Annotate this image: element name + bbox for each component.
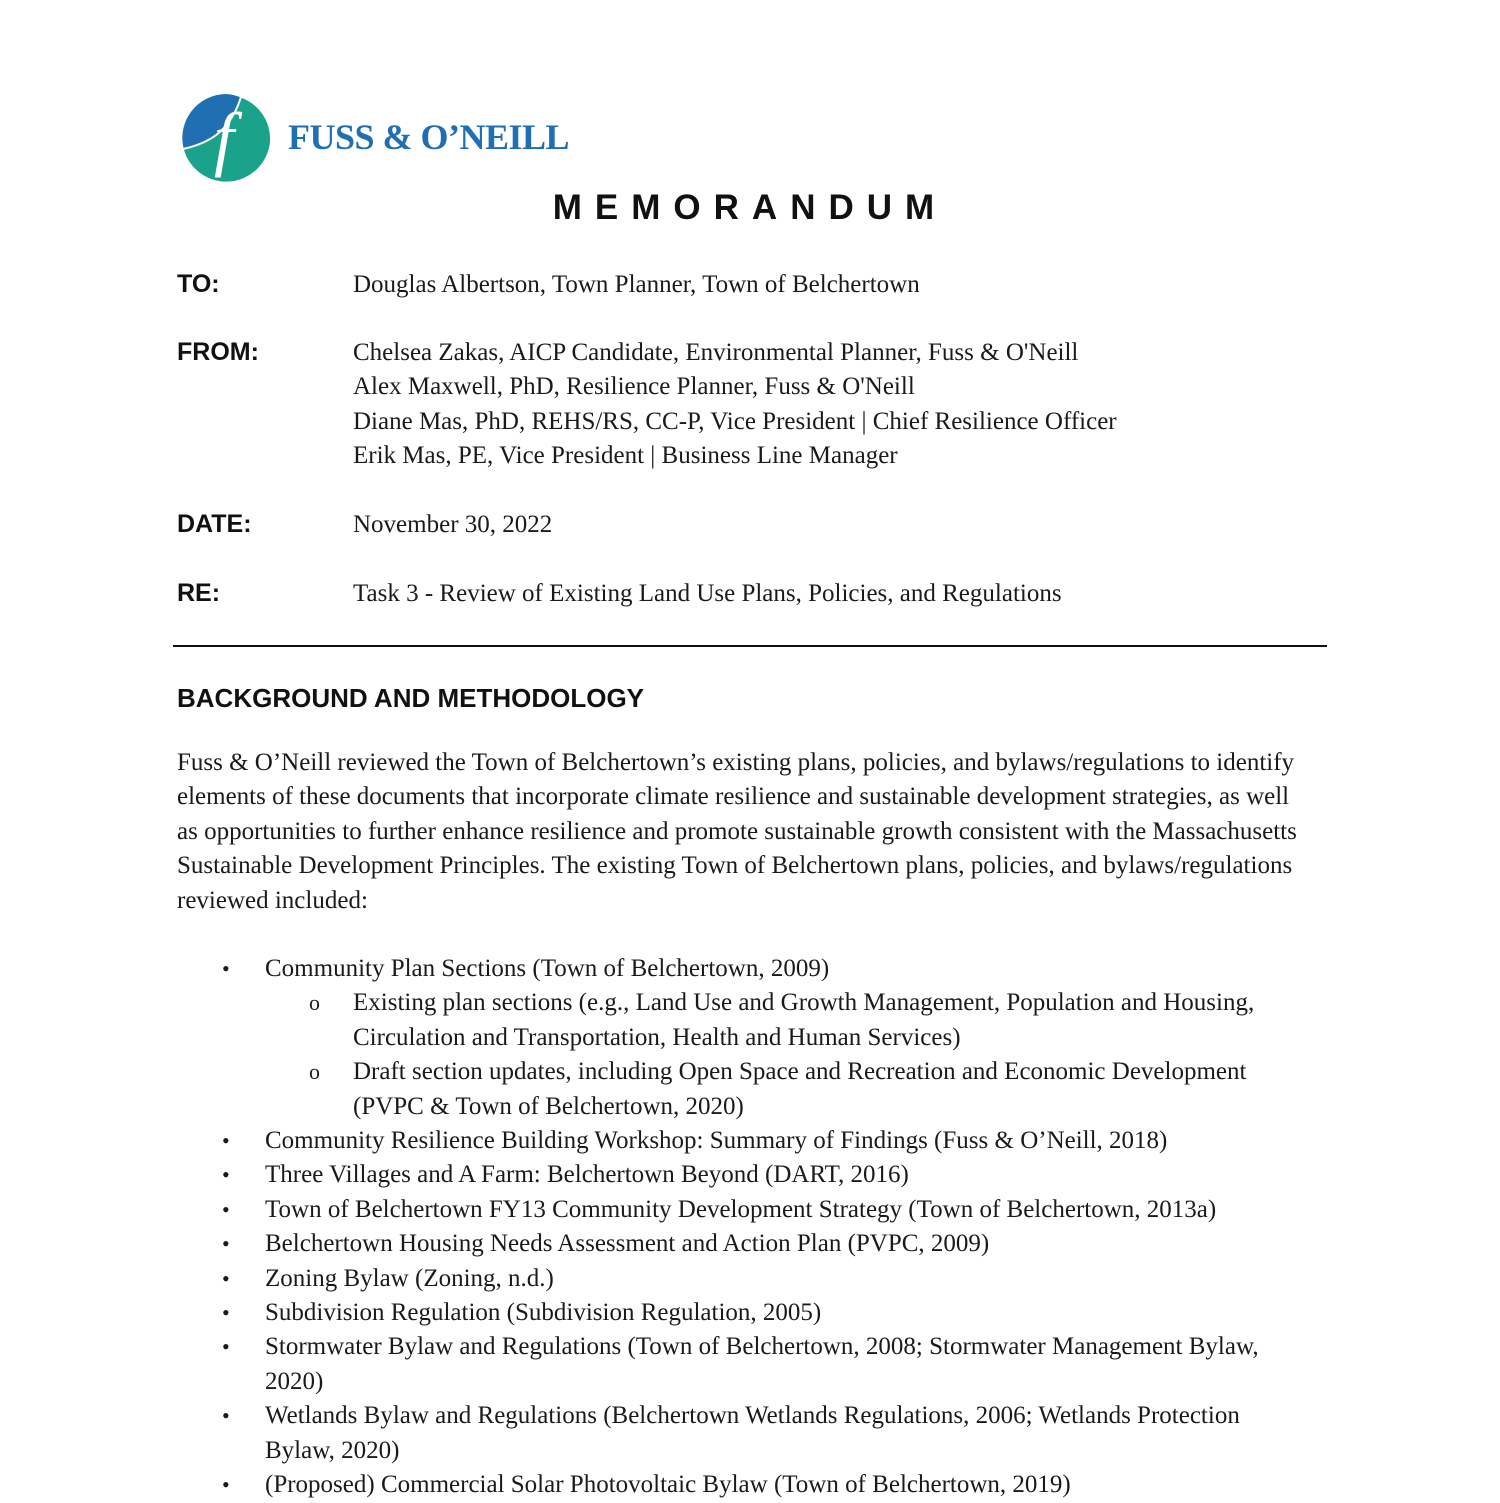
list-item [0,1227,1310,1261]
bullet-icon: • [222,1265,230,1291]
bullet-icon: • [222,1128,230,1154]
list-item-text: Stormwater Bylaw and Regulations (Town of Belchertown, 2008; Stormwater Management Bylaw, 2020) [265,1333,1259,1395]
company-name: FUSS & O’NEILL [288,117,570,157]
list-item [0,1399,1310,1468]
sub-list-item-text: Draft section updates, including Open Space and Recreation and Economic Development (PVPC & Town of Belchertown, 2020) [353,1058,1247,1120]
list-item-text: Zoning Bylaw (Zoning, n.d.) [265,1264,554,1292]
date-label: DATE: [177,510,252,538]
date-value [353,508,552,542]
bullet-icon: • [222,1231,230,1257]
f-leaf-logo-icon [180,92,272,184]
list-item-text: (Proposed) Commercial Solar Photovoltaic Bylaw (Town of Belchertown, 2019) [265,1471,1071,1499]
to-line: Douglas Albertson, Town Planner, Town of Belchertown [353,271,920,298]
sub-bullet-icon: o [309,1059,320,1085]
list-item-text: Community Resilience Building Workshop: Summary of Findings (Fuss & O’Neill, 2018) [265,1127,1168,1155]
bullet-icon: • [222,1162,230,1188]
section-heading: BACKGROUND AND METHODOLOGY [177,683,645,713]
section-paragraph: Fuss & O’Neill reviewed the Town of Belchertown’s existing plans, policies, and bylaws/regulations to identify elements of these documents that incorporate climate resilience and sustainable development strategies, as well as opportunities to further enhance resilience and promote sustainable growth consistent with the Massachusetts Sustainable Development Principles. The existing Town of Belchertown plans, policies, and bylaws/regulations reviewed included: [177,749,1297,914]
bullet-icon: • [222,1300,230,1326]
from-value [353,336,1117,474]
bullet-icon: • [222,956,230,981]
bullet-icon: • [222,1403,230,1429]
list-item [0,1262,1310,1296]
header-divider [173,645,1327,647]
bullet-icon: • [222,1472,230,1498]
memo-title: MEMORANDUM [552,188,948,227]
list-item-text: Three Villages and A Farm: Belchertown Beyond (DART, 2016) [265,1161,909,1189]
sub-list-item-text: Existing plan sections (e.g., Land Use and Growth Management, Population and Housing, Circulation and Transportation, Health and Human Services) [353,989,1255,1051]
re-line: Task 3 - Review of Existing Land Use Plans, Policies, and Regulations [353,580,1062,607]
to-label: TO: [177,270,220,298]
list-item-text: Wetlands Bylaw and Regulations (Belchertown Wetlands Regulations, 2006; Wetlands Protection Bylaw, 2020) [265,1402,1240,1464]
list-item-text: Subdivision Regulation (Subdivision Regulation, 2005) [265,1299,822,1327]
to-value [353,268,920,302]
svg-text:f: f [213,98,235,178]
re-label: RE: [177,579,221,607]
list-item-text: Belchertown Housing Needs Assessment and Action Plan (PVPC, 2009) [265,1230,990,1258]
bullet-icon: • [222,1334,230,1360]
from-label: FROM: [177,338,259,366]
from-line: Erik Mas, PE, Vice President | Business Line Manager [353,442,898,470]
list-item [0,1193,1310,1227]
list-item [0,1330,1310,1399]
list-item-text: Community Plan Sections (Town of Belchertown, 2009) [265,955,830,982]
company-logo [180,92,570,187]
reviewed-documents-list [0,952,1500,1503]
list-item [0,952,1310,986]
list-item [0,1124,1310,1158]
from-line: Diane Mas, PhD, REHS/RS, CC-P, Vice President | Chief Resilience Officer [353,407,1117,435]
from-line: Alex Maxwell, PhD, Resilience Planner, Fuss & O'Neill [353,373,915,401]
sub-list-item [0,1055,1318,1124]
from-line: Chelsea Zakas, AICP Candidate, Environmental Planner, Fuss & O'Neill [353,339,1079,366]
re-value [353,577,1062,611]
list-item-text: Town of Belchertown FY13 Community Development Strategy (Town of Belchertown, 2013a) [265,1195,1217,1223]
date-line: November 30, 2022 [353,511,553,538]
sub-list-item [0,986,1318,1055]
sub-bullet-icon: o [309,990,320,1016]
bullet-icon: • [222,1196,230,1222]
list-item [0,1158,1310,1192]
list-item [0,1468,1310,1502]
list-item [0,1296,1310,1330]
